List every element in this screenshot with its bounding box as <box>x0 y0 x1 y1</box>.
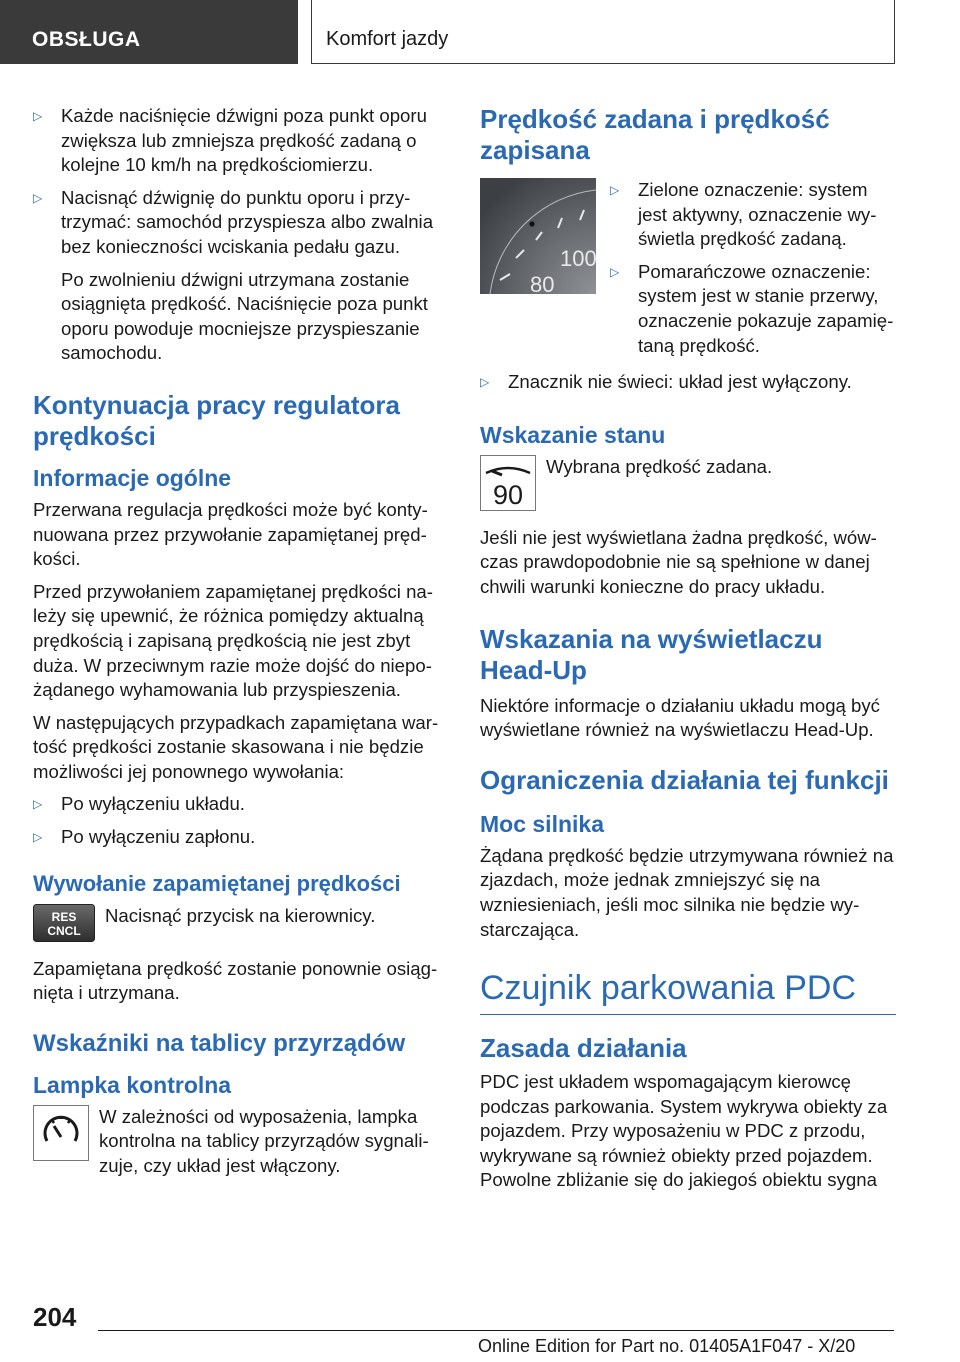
heading-wywolanie: Wywołanie zapamiętanej prędkości <box>33 870 401 896</box>
paragraph: Nacisnąć przycisk na kierownicy. <box>105 904 376 926</box>
icon-90-label: 90 <box>492 479 524 510</box>
triangle-bullet-icon: ▷ <box>33 109 43 123</box>
paragraph: PDC jest układem wspomagającym kierowcę podczas parkowania. System wykrywa obiekty za pojazdem. Przy wyposażeniu w PDC z przodu, wykrywane są również obiekty przed pojazdem. Powolne zbliżanie się do jakiegoś obiektu sygna <box>480 1071 888 1191</box>
list-item: ▷ Po wyłączeniu układu. <box>33 792 447 817</box>
gauge-row <box>480 178 896 366</box>
res-cncl-button-icon <box>33 904 95 947</box>
page-number: 204 <box>33 1302 77 1332</box>
paragraph: Wybrana prędkość zadana. <box>546 455 773 477</box>
heading-kontynuacja: Kontynuacja pracy regulatora prędkości <box>33 389 400 451</box>
paragraph: W następujących przypadkach zapamiętana wartość prędkości zostanie skasowana i nie będzie możliwości jej ponownego wywołania: <box>33 711 439 782</box>
heading-zasada: Zasada działania <box>480 1033 687 1064</box>
list-item: ▷ Znacznik nie świeci: układ jest wyłączony. <box>480 370 896 395</box>
heading-predkosc: Prędkość zadana i prędkość zapisana <box>480 104 830 165</box>
heading-wskazniki: Wskaźniki na tablicy przyrządów <box>33 1029 406 1057</box>
res-cncl-row <box>33 904 447 947</box>
list-item: ▷ Każde naciśnięcie dźwigni poza punkt oporu zwiększa lub zmniejsza prędkość zadaną o kolejne 10 km/h na prędkościomierzu. <box>33 104 447 178</box>
heading-headup: Wskazania na wyświetlaczu Head-Up <box>480 623 823 685</box>
triangle-bullet-icon: ▷ <box>480 375 490 390</box>
paragraph: Zapamiętana prędkość zostanie ponownie osiągnięta i utrzymana. <box>33 957 438 1004</box>
right-column <box>480 104 896 1201</box>
triangle-bullet-icon: ▷ <box>33 190 43 205</box>
gauge-label-80: 80 <box>530 272 555 294</box>
heading-wskazanie: Wskazanie stanu <box>480 421 666 448</box>
lampka-row <box>33 1105 447 1187</box>
triangle-bullet-icon: ▷ <box>610 264 620 279</box>
speedometer-gauge-image <box>480 178 596 299</box>
paragraph: W zależności od wyposażenia, lampka kontrolna na tablicy przyrządów sygnalizuje, czy układ jest włączony. <box>99 1105 429 1177</box>
paragraph: Przerwana regulacja prędkości może być kontynuowana przez przywołanie zapamiętanej prędkości. <box>33 498 428 570</box>
triangle-bullet-icon: ▷ <box>33 830 43 845</box>
gauge-label-100: 100 <box>560 246 596 271</box>
heading-moc: Moc silnika <box>480 810 604 837</box>
triangle-bullet-icon: ▷ <box>33 797 43 812</box>
bullet-continuation: Po zwolnieniu dźwigni utrzymana zostanie osiągnięta prędkość. Naciśnięcie poza punkt oporu powoduje mocniejsze przyspieszanie samochodu. <box>61 268 428 364</box>
footer-divider <box>98 1330 894 1331</box>
paragraph: Jeśli nie jest wyświetlana żadna prędkość, wówczas prawdopodobnie nie są spełnione w danej chwili warunki konieczne do pracy układu. <box>480 526 877 597</box>
paragraph: Przed przywołaniem zapamiętanej prędkości należy się upewnić, że różnica pomiędzy aktualną prędkością i zapisaną prędkością nie jest zbyt duża. W przeciwnym razie może dojść do niepożądanego wyhamowania lub przyspieszenia. <box>33 580 433 701</box>
list-item: ▷ Nacisnąć dźwignię do punktu oporu i przytrzymać: samochód przyspiesza albo zwalnia bez konieczności wciskania pedału gazu. <box>33 186 447 260</box>
set-speed-90-icon <box>480 455 536 516</box>
speedometer-icon <box>33 1105 89 1166</box>
paragraph: Żądana prędkość będzie utrzymywana również na zjazdach, może jednak zmniejszyć się na wzniesieniach, jeśli moc silnika nie będzie wystarczająca. <box>480 844 894 940</box>
chapter-title: Komfort jazdy <box>326 28 449 50</box>
list-item: ▷ Po wyłączeniu zapłonu. <box>33 825 447 850</box>
left-column <box>33 104 447 1197</box>
chapter-header <box>311 0 895 64</box>
list-item: ▷ Pomarańczowe oznaczenie: system jest w stanie przerwy, oznaczenie pokazuje zapamiętaną prędkość. <box>610 260 896 358</box>
list-item: ▷ Zielone oznaczenie: system jest aktywny, oznaczenie wyświetla prędkość zadaną. <box>610 178 896 252</box>
cncl-label: CNCL <box>47 923 81 938</box>
wskazanie-row <box>480 455 896 516</box>
heading-ograniczenia: Ograniczenia działania tej funkcji <box>480 764 889 795</box>
paragraph: Niektóre informacje o działaniu układu mogą być wyświetlane również na wyświetlaczu Head-Up. <box>480 694 880 741</box>
heading-lampka: Lampka kontrolna <box>33 1071 232 1098</box>
heading-informacje: Informacje ogólne <box>33 464 232 491</box>
section-title: OBSŁUGA <box>32 28 141 51</box>
heading-czujnik: Czujnik parkowania PDC <box>480 968 896 1015</box>
triangle-bullet-icon: ▷ <box>610 183 620 197</box>
res-label: RES <box>51 909 77 924</box>
edition-text: Online Edition for Part no. 01405A1F047 - X/20 <box>478 1336 856 1356</box>
section-tab <box>0 0 298 64</box>
